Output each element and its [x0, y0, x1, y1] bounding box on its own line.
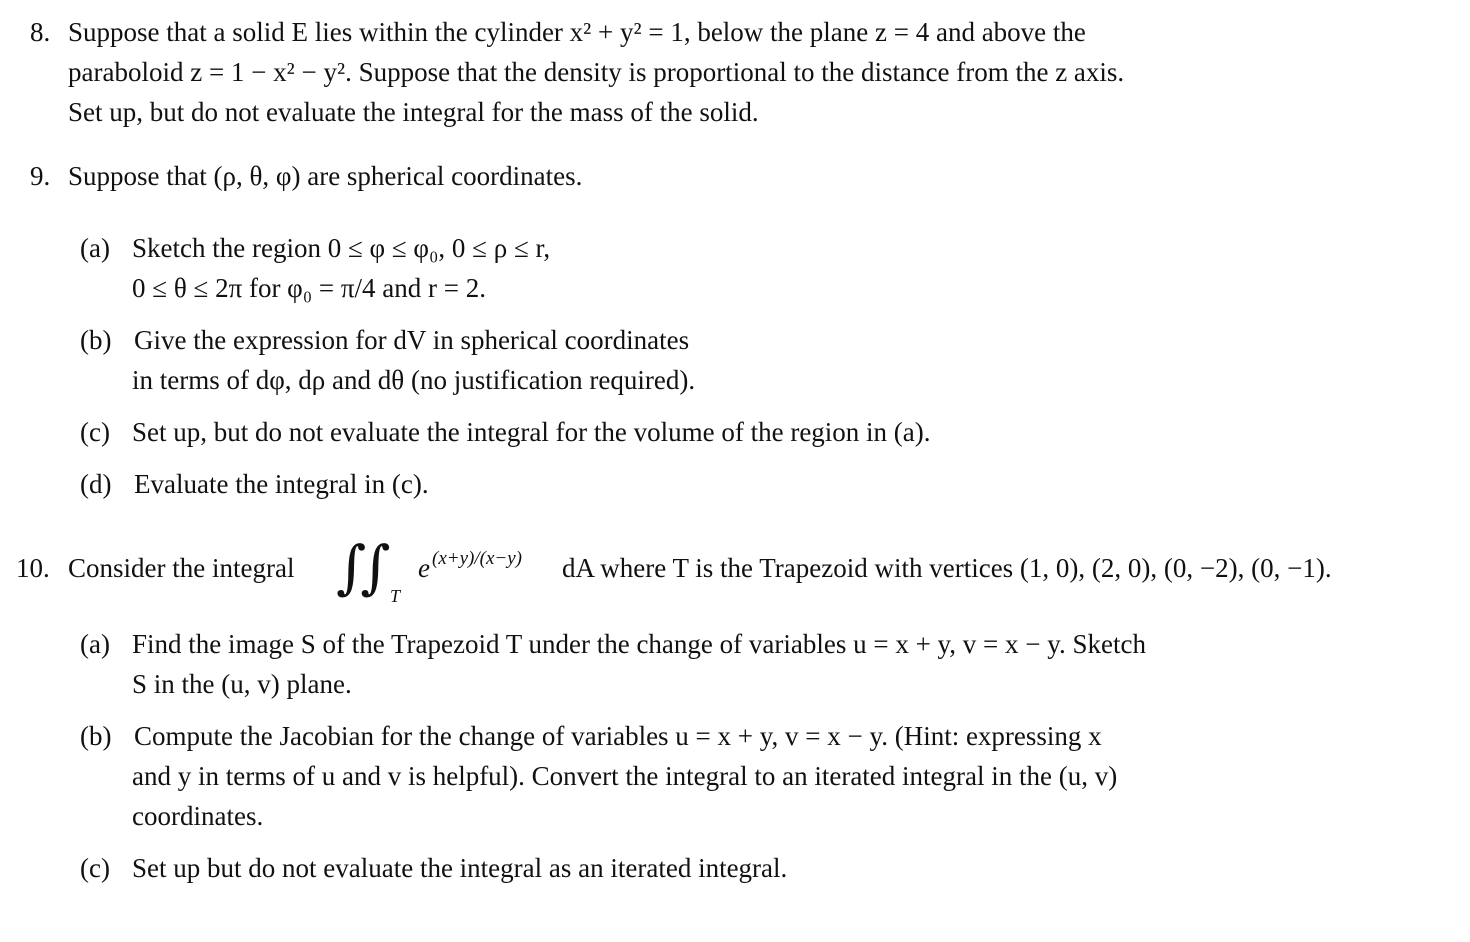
problem-text-line: Suppose that a solid E lies within the cylinder x² + y² = 1, below the plane z = 4 and above the [68, 17, 1086, 47]
integrand-exponent: (x+y)/(x−y) [432, 548, 522, 569]
part-text-line: Give the expression for dV in spherical coordinates [134, 325, 690, 355]
part-label: (d) [80, 469, 112, 499]
integral-region-subscript: T [390, 586, 401, 606]
part-label: (b) [80, 721, 112, 751]
problem-number: 9. [30, 161, 51, 191]
problem-text-line: paraboloid z = 1 − x² − y². Suppose that the density is proportional to the distance from the z axis. [68, 57, 1125, 87]
part-text-line: Compute the Jacobian for the change of variables u = x + y, v = x − y. (Hint: expressing x [134, 721, 1102, 751]
part-text-line: S in the (u, v) plane. [132, 669, 352, 699]
part-label: (a) [80, 629, 110, 659]
problem-text-line: Suppose that (ρ, θ, φ) are spherical coordinates. [68, 161, 583, 191]
part-text-line: Set up, but do not evaluate the integral for the volume of the region in (a). [132, 417, 931, 447]
problem-text-line: dA where T is the Trapezoid with vertices (1, 0), (2, 0), (0, −2), (0, −1). [562, 553, 1332, 583]
problem-text-line: Set up, but do not evaluate the integral for the mass of the solid. [68, 97, 759, 127]
part-text-line: 0 ≤ θ ≤ 2π for φ₀ = π/4 and r = 2. [132, 273, 486, 303]
part-label: (a) [80, 233, 110, 263]
part-text-line: Set up but do not evaluate the integral as an iterated integral. [132, 853, 788, 883]
part-text-line: Evaluate the integral in (c). [134, 469, 429, 499]
part-text-line: Find the image S of the Trapezoid T under the change of variables u = x + y, v = x − y. Sketch [132, 629, 1146, 659]
part-text-line: in terms of dφ, dρ and dθ (no justification required). [132, 365, 696, 395]
problem-number: 8. [30, 17, 51, 47]
part-text-line: and y in terms of u and v is helpful). Convert the integral to an iterated integral in the (u, v) [132, 761, 1118, 791]
part-label: (c) [80, 417, 110, 447]
integrand-base: e [418, 553, 430, 583]
part-text-line: coordinates. [132, 801, 264, 831]
part-label: (b) [80, 325, 112, 355]
part-text-line: Sketch the region 0 ≤ φ ≤ φ₀, 0 ≤ ρ ≤ r, [132, 233, 551, 263]
problem-intro: Consider the integral [68, 553, 295, 583]
part-label: (c) [80, 853, 110, 883]
double-integral-sign: ∫∫ [336, 533, 385, 601]
problem-number: 10. [16, 553, 50, 583]
